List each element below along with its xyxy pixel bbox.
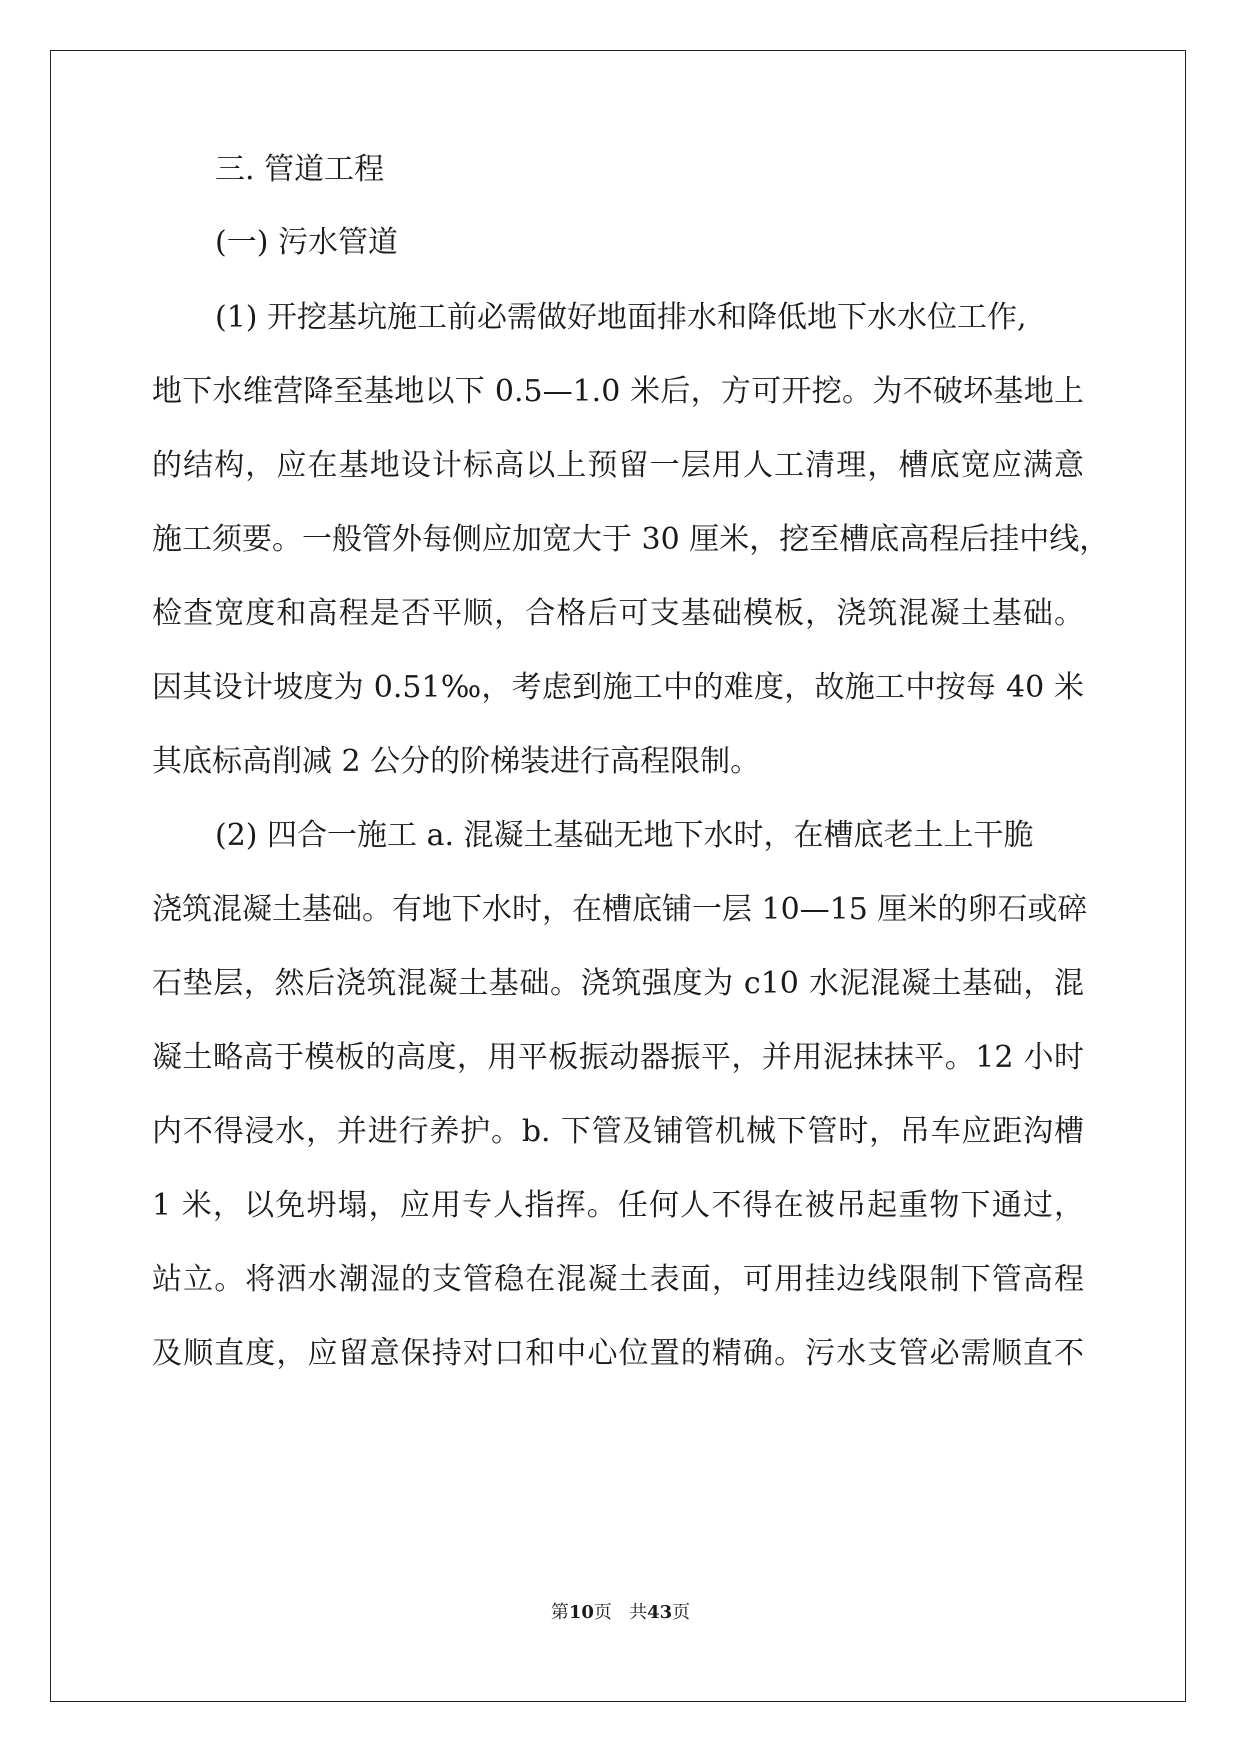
paragraph-line: 石垫层，然后浇筑混凝土基础。浇筑强度为 c10 水泥混凝土基础，混: [152, 966, 1084, 1001]
paragraph-line: 地下水维营降至基地以下 0.5—1.0 米后，方可开挖。为不破坏基地上: [152, 374, 1084, 409]
paragraph-line: 站立。将洒水潮湿的支管稳在混凝土表面，可用挂边线限制下管高程: [152, 1262, 1084, 1297]
current-page-number: 10: [568, 1602, 594, 1623]
paragraph-line: 凝土略高于模板的高度，用平板振动器振平，并用泥抹抹平。12 小时: [152, 1040, 1084, 1075]
paragraph-line: 及顺直度，应留意保持对口和中心位置的精确。污水支管必需顺直不: [152, 1336, 1084, 1371]
paragraph-line: (1) 开挖基坑施工前必需做好地面排水和降低地下水水位工作,: [215, 300, 1027, 335]
paragraph-line: 检查宽度和高程是否平顺，合格后可支基础模板，浇筑混凝土基础。: [152, 596, 1084, 631]
section-heading: 三. 管道工程: [215, 152, 385, 187]
paragraph-line: 施工须要。一般管外每侧应加宽大于 30 厘米，挖至槽底高程后挂中线，: [152, 522, 1110, 557]
paragraph-line: 1 米，以免坍塌，应用专人指挥。任何人不得在被吊起重物下通过，: [152, 1188, 1084, 1223]
paragraph-line: 浇筑混凝土基础。有地下水时，在槽底铺一层 10—15 厘米的卵石或碎: [152, 892, 1088, 927]
page-border: [50, 50, 1186, 1702]
paragraph-line: 因其设计坡度为 0.51‰，考虑到施工中的难度，故施工中按每 40 米: [152, 670, 1084, 705]
footer-mid: 页 共: [593, 1602, 648, 1623]
total-page-number: 43: [647, 1602, 673, 1623]
paragraph-line: 其底标高削减 2 公分的阶梯装进行高程限制。: [152, 744, 761, 779]
footer-suffix: 页: [672, 1602, 691, 1623]
subsection-heading: (一) 污水管道: [215, 225, 398, 260]
footer-prefix: 第: [550, 1602, 569, 1623]
page-footer: [0, 1602, 1241, 1624]
paragraph-line: 内不得浸水，并进行养护。b. 下管及铺管机械下管时，吊车应距沟槽: [152, 1114, 1084, 1149]
paragraph-line: 的结构，应在基地设计标高以上预留一层用人工清理，槽底宽应满意: [152, 448, 1084, 483]
paragraph-line: (2) 四合一施工 a. 混凝土基础无地下水时，在槽底老土上干脆: [215, 818, 1034, 853]
